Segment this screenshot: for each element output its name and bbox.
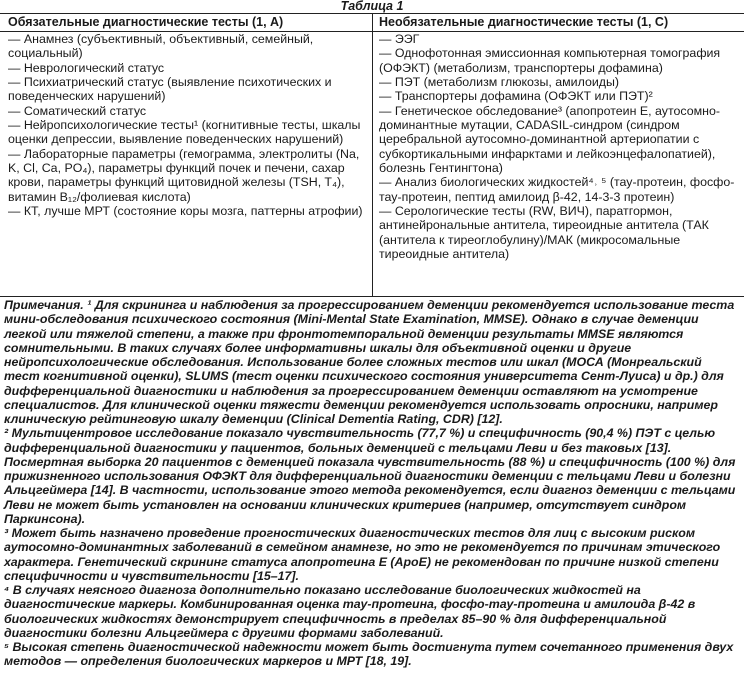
list-item: — Неврологический статус <box>8 60 165 75</box>
list-item: — ЭЭГ <box>379 32 420 46</box>
list-item: — КТ, лучше МРТ (состояние коры мозга, паттерны атрофии) <box>8 204 363 219</box>
mandatory-tests-list <box>8 32 366 218</box>
list-item: — Транспортеры дофамина (ОФЭКТ или ПЭТ)² <box>379 89 653 104</box>
footnote: ³ Может быть назначено проведение прогностических диагностических тестов для лиц с высоким риском аутосомно-доминантных заболеваний в семейном анамнезе, но это не рекомендуется по причинам этического характера. Генетический скрининг статуса апопротеина E (ApoE) не рекомендован по причине низкой степени специфичности и чувствительности [15–17]. <box>4 526 721 583</box>
optional-tests-list <box>379 32 738 262</box>
list-item: — Анализ биологических жидкостей⁴˒ ⁵ (тау-протеин, фосфо-тау-протеин, пептид амилоид β-42, 14-3-3 протеин) <box>379 175 735 204</box>
list-item: — Генетическое обследование³ (апопротеин E, аутосомно-доминантные мутации, CADASIL-синдром (синдром церебральной аутосомно-доминантной артериопатии с субкортикальными инфарктами и лейкоэнцефалопатией), болезнь Гентингтона) <box>379 103 721 176</box>
footnote: ² Мультицентровое исследование показало чувствительность (77,7 %) и специфичность (90,4 %) ПЭТ с целью дифференциальной диагностики у пациентов, больных деменцией с тельцами Леви и без таковых [13]. Посмертная выборка 20 пациентов с деменцией показала чувствительность (88 %) и специфичность (100 %) для прижизненного использования ОФЭКТ для дифференциальной диагностики деменции с тельцами Леви и болезни Альцгеймера [14]. В частности, использование этого метода рекомендуется, если диагноз деменции с тельцами Леви не может быть установлен на основании клинических критериев (например, отсутствует синдром Паркинсона). <box>4 426 736 526</box>
optional-tests-header: Необязательные диагностические тесты (1, C) <box>373 14 744 32</box>
table-caption: Таблица 1 <box>340 0 404 13</box>
list-item: — Психиатрический статус (выявление психотических и поведенческих нарушений) <box>8 75 332 104</box>
footnote: Примечания. ¹ Для скрининга и наблюдения за прогрессированием деменции рекомендуется использование теста мини-обследования психического состояния (Mini-Mental State Examination, MMSE). Однако в случае деменции легкой или тяжелой степени, а также при фронтотемпоральной деменции результаты MMSE являются сомнительными. В таких случаях более информативны шкалы для объективной оценки и другие нейропсихологические обследования. Использование более сложных тестов или шкал (МОСА (Монреальский тест когнитивной оценки), SLUMS (тест оценки психического состояния университета Сент-Луиса) и др.) для дифференциальной диагностики и наблюдения за прогрессированием деменции оставляют на усмотрение специалистов. Для клинической оценки тяжести деменции рекомендуется использовать опросники, например клиническую рейтинговую шкалу деменции (Clinical Dementia Rating, CDR) [12]. <box>4 298 735 426</box>
footnote: ⁴ В случаях неясного диагноза дополнительно показано исследование биологических жидкостей на диагностические маркеры. Комбинированная оценка тау-протеина, фосфо-тау-протеина и амилоида β-42 в биологических жидкостях демонстрирует специфичность в пределах 85–90 % для дифференциальной диагностики болезни Альцгеймера с другими формами заболеваний. <box>4 583 696 640</box>
list-item: — Соматический статус <box>8 103 147 118</box>
diagnostic-tests-table <box>0 13 744 297</box>
table-notes <box>0 298 744 669</box>
list-item: — Нейропсихологические тесты¹ (когнитивные тесты, шкалы оценки депрессии, выявление поведенческих нарушений) <box>8 118 361 147</box>
list-item: — Однофотонная эмиссионная компьютерная томография (ОФЭКТ) (метаболизм, транспортеры дофамина) <box>379 46 721 75</box>
list-item: — Серологические тесты (RW, ВИЧ), паратгормон, антинейрональные антитела, тиреоидные антитела (ТАК (антитела к тиреоглобулину)/МАК (микросомальные тиреоидные антитела) <box>379 204 709 262</box>
list-item: — ПЭТ (метаболизм глюкозы, амилоиды) <box>379 75 620 90</box>
mandatory-tests-column <box>0 14 373 296</box>
mandatory-tests-header: Обязательные диагностические тесты (1, A) <box>0 14 372 32</box>
list-item: — Лабораторные параметры (гемограмма, электролиты (Na, K, Cl, Ca, PO₄), параметры функций почек и печени, сахар крови, параметры функций щитовидной железы (TSH, T₄), витамин B₁₂/фолиевая кислота) <box>8 146 360 204</box>
footnote: ⁵ Высокая степень диагностической надежности может быть достигнута путем сочетанного применения двух методов — определения биологических маркеров и МРТ [18, 19]. <box>4 640 734 669</box>
list-item: — Анамнез (субъективный, объективный, семейный, социальный) <box>8 32 314 61</box>
optional-tests-column <box>373 14 744 296</box>
